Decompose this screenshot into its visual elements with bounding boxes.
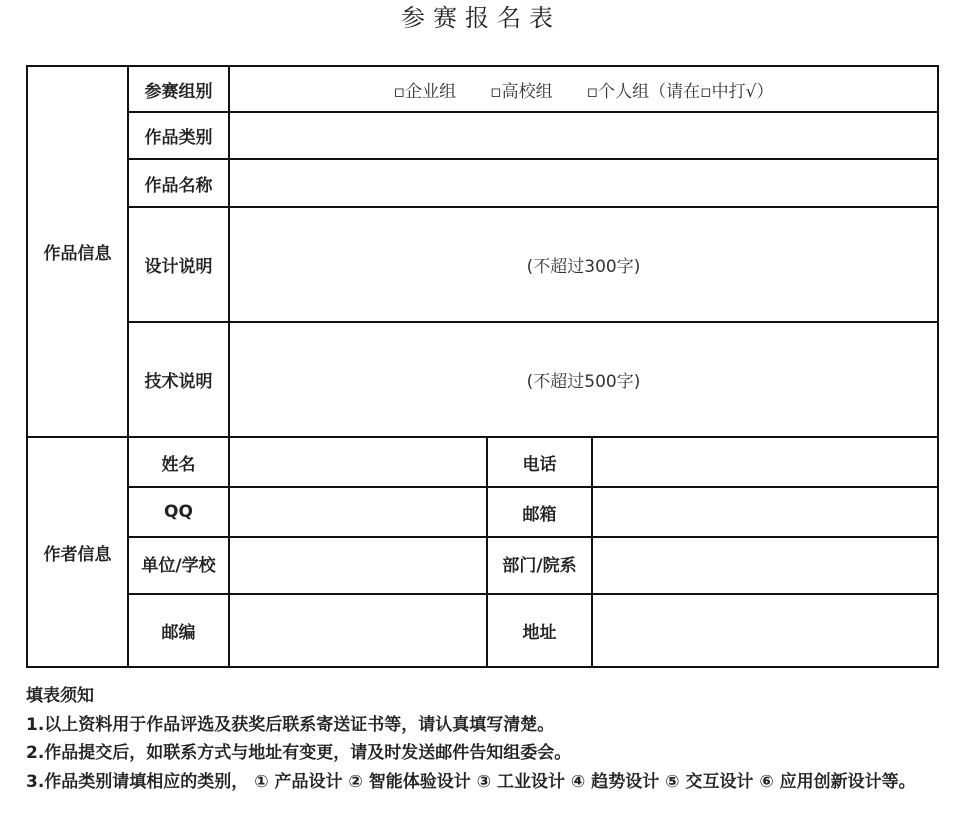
section-author-info: 作者信息 xyxy=(27,437,128,667)
section-work-info: 作品信息 xyxy=(27,66,128,437)
label-tech-desc: 技术说明 xyxy=(128,322,229,437)
label-email: 邮箱 xyxy=(487,487,592,537)
work-name-field[interactable] xyxy=(229,159,938,207)
postcode-field[interactable] xyxy=(229,594,487,667)
label-name: 姓名 xyxy=(128,437,229,487)
filling-notes xyxy=(26,682,941,796)
note-item: 3.作品类别请填相应的类别， ① 产品设计 ② 智能体验设计 ③ 工业设计 ④ 趋势设计 ⑤ 交互设计 ⑥ 应用创新设计等。 xyxy=(26,771,916,792)
qq-field[interactable] xyxy=(229,487,487,537)
address-field[interactable] xyxy=(592,594,938,667)
category-field[interactable] xyxy=(229,112,938,159)
name-field[interactable] xyxy=(229,437,487,487)
design-desc-field[interactable]: (不超过300字) xyxy=(229,207,938,322)
label-qq: QQ xyxy=(128,487,229,537)
label-organization: 单位/学校 xyxy=(128,537,229,594)
tech-desc-field[interactable]: (不超过500字) xyxy=(229,322,938,437)
note-item: 1.以上资料用于作品评选及获奖后联系寄送证书等，请认真填写清楚。 xyxy=(26,714,555,735)
label-phone: 电话 xyxy=(487,437,592,487)
label-department: 部门/院系 xyxy=(487,537,592,594)
department-field[interactable] xyxy=(592,537,938,594)
label-category: 作品类别 xyxy=(128,112,229,159)
note-item: 2.作品提交后，如联系方式与地址有变更，请及时发送邮件告知组委会。 xyxy=(26,743,572,763)
label-design-desc: 设计说明 xyxy=(128,207,229,322)
label-postcode: 邮编 xyxy=(128,594,229,667)
label-group: 参赛组别 xyxy=(128,66,229,112)
label-work-name: 作品名称 xyxy=(128,159,229,207)
notes-heading: 填表须知 xyxy=(26,686,94,706)
organization-field[interactable] xyxy=(229,537,487,594)
registration-form-table xyxy=(26,65,939,668)
page-title: 参赛报名表 xyxy=(401,4,561,32)
label-address: 地址 xyxy=(487,594,592,667)
email-field[interactable] xyxy=(592,487,938,537)
group-options[interactable]: ▫企业组 ▫高校组 ▫个人组（请在▫中打√） xyxy=(229,66,938,112)
phone-field[interactable] xyxy=(592,437,938,487)
